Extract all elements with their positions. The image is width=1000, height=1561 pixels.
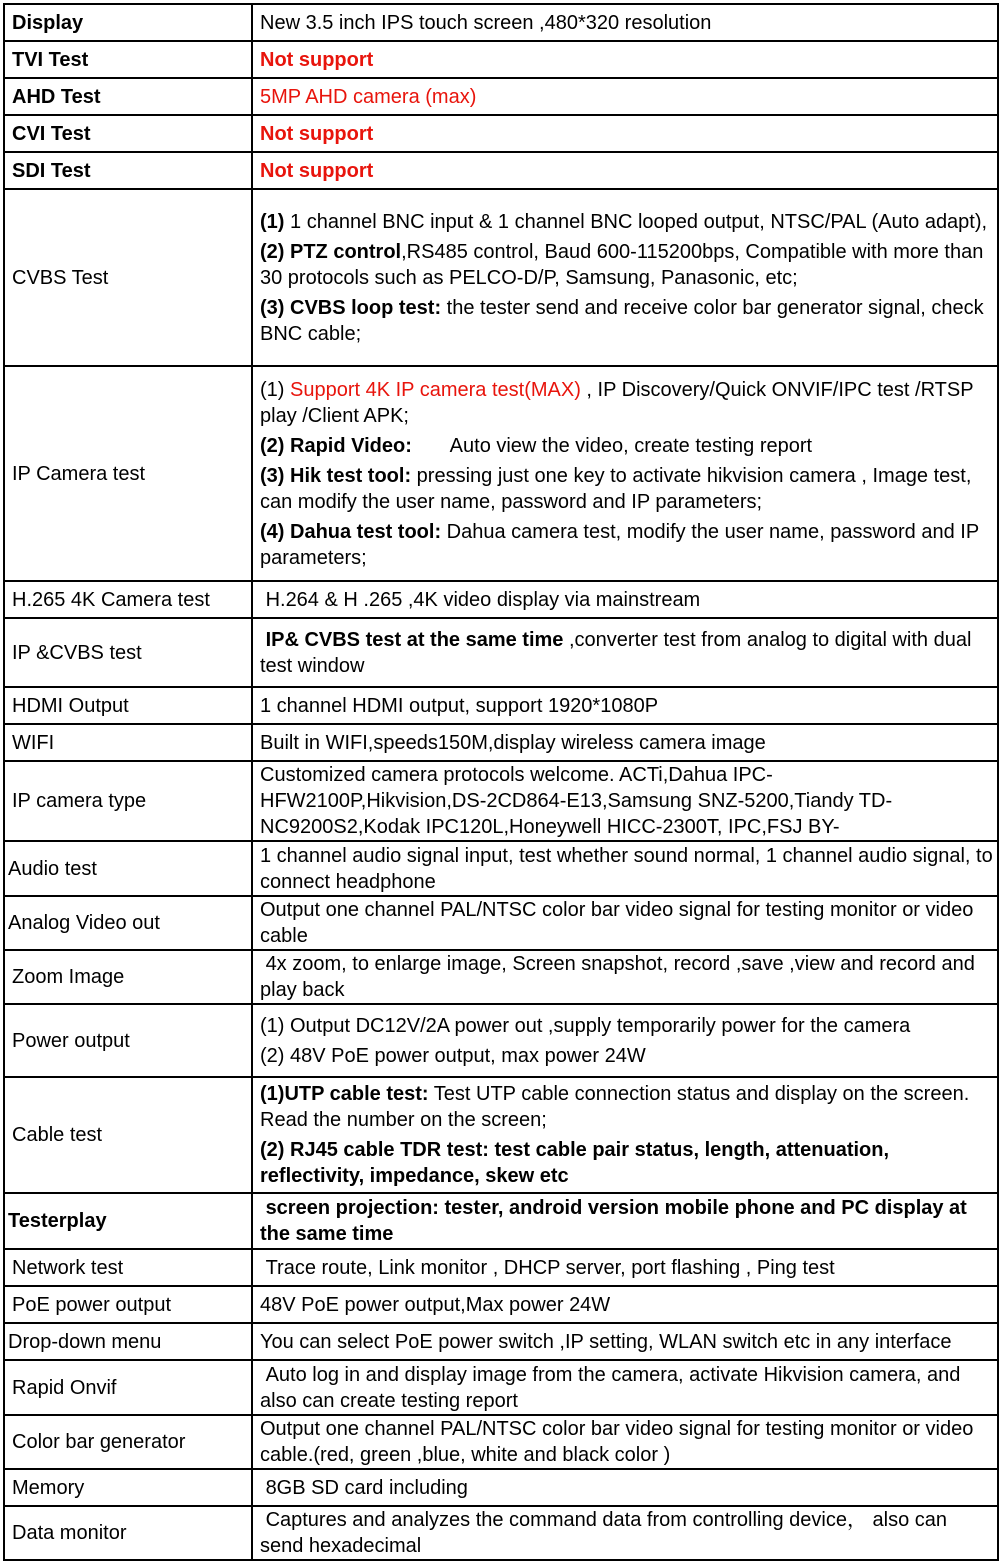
paragraph: (2) 48V PoE power output, max power 24W — [260, 1044, 646, 1067]
row-label: Analog Video out — [4, 896, 252, 950]
row-value: 48V PoE power output,Max power 24W — [252, 1286, 998, 1323]
table-row — [4, 687, 998, 724]
row-value — [252, 189, 998, 366]
row-label: Rapid Onvif — [4, 1360, 252, 1415]
paragraph: (2) RJ45 cable TDR test: test cable pair status, length, attenuation, reflectivity, impedance, skew etc — [260, 1139, 890, 1187]
row-value: 4x zoom, to enlarge image, Screen snapshot, record ,save ,view and record and play back — [252, 950, 998, 1004]
row-label: Testerplay — [4, 1193, 252, 1249]
row-value: Not support — [252, 152, 998, 189]
table-row — [4, 1360, 998, 1415]
item-text: ,converter test from analog to digital with dual test window — [260, 628, 994, 677]
paragraph: (1) Output DC12V/2A power out ,supply temporarily power for the camera — [260, 1014, 911, 1037]
row-value: Captures and analyzes the command data from controlling device， also can send hexadecimal — [252, 1506, 998, 1560]
table-row — [4, 761, 998, 841]
paragraph — [260, 463, 993, 515]
paragraph — [260, 377, 993, 429]
item-heading: (2) Rapid Video: — [260, 434, 412, 457]
row-value — [252, 1077, 998, 1193]
row-value — [252, 1004, 998, 1077]
row-label: Zoom Image — [4, 950, 252, 1004]
row-label: IP &CVBS test — [4, 618, 252, 687]
item-text: ,RS485 control, Baud 600-115200bps, Compatible with more than 30 protocols such as PELCO-D/P, Samsung, Panasonic, etc; — [260, 240, 984, 289]
table-row — [4, 41, 998, 78]
item-text: Test UTP cable connection status and display on the screen. Read the number on the screen; — [260, 1083, 970, 1131]
table-row — [4, 618, 998, 687]
item-heading: (3) Hik test tool: — [260, 464, 412, 487]
row-label: AHD Test — [4, 78, 252, 115]
row-label: Memory — [4, 1469, 252, 1506]
item-heading: (1)UTP cable test: — [260, 1083, 429, 1105]
paragraph — [260, 433, 993, 459]
row-label: TVI Test — [4, 41, 252, 78]
table-row — [4, 1193, 998, 1249]
item-text: Dahua camera test, modify the user name, password and IP parameters; — [260, 520, 979, 569]
table-row — [4, 1077, 998, 1193]
row-label: WIFI — [4, 724, 252, 761]
row-value — [252, 618, 998, 687]
row-label: Color bar generator — [4, 1415, 252, 1469]
paragraph — [260, 295, 993, 347]
row-value: Output one channel PAL/NTSC color bar video signal for testing monitor or video cable — [252, 896, 998, 950]
item-heading: (2) PTZ control — [260, 240, 402, 263]
table-row — [4, 1004, 998, 1077]
table-row — [4, 896, 998, 950]
table-row — [4, 152, 998, 189]
item-text: 1 channel BNC input & 1 channel BNC looped output, NTSC/PAL (Auto adapt), — [284, 210, 988, 233]
row-label: Data monitor — [4, 1506, 252, 1560]
paragraph — [260, 519, 993, 571]
item-text: pressing just one key to activate hikvision camera , Image test, can modify the user name, password and IP parameters; — [260, 464, 972, 513]
row-value: 1 channel HDMI output, support 1920*1080P — [252, 687, 998, 724]
table-row — [4, 724, 998, 761]
paragraph — [260, 209, 993, 235]
item-number: (1) — [260, 378, 290, 401]
row-value: Not support — [252, 41, 998, 78]
table-row — [4, 1286, 998, 1323]
row-value: H.264 & H .265 ,4K video display via mainstream — [252, 581, 998, 618]
table-row — [4, 581, 998, 618]
table-row — [4, 189, 998, 366]
row-label: H.265 4K Camera test — [4, 581, 252, 618]
row-value: Auto log in and display image from the camera, activate Hikvision camera, and also can create testing report — [252, 1360, 998, 1415]
row-label: IP Camera test — [4, 366, 252, 581]
row-label: HDMI Output — [4, 687, 252, 724]
row-label: Drop-down menu — [4, 1323, 252, 1360]
row-value: Trace route, Link monitor , DHCP server, port flashing , Ping test — [252, 1249, 998, 1286]
row-value: You can select PoE power switch ,IP setting, WLAN switch etc in any interface — [252, 1323, 998, 1360]
row-label: Power output — [4, 1004, 252, 1077]
table-row — [4, 115, 998, 152]
spec-table — [3, 3, 999, 1561]
paragraph — [260, 239, 993, 291]
row-value: Customized camera protocols welcome. ACTi,Dahua IPC-HFW2100P,Hikvision,DS-2CD864-E13,Samsung SNZ-5200,Tiandy TD-NC9200S2,Kodak IPC120L,Honeywell HICC-2300T, IPC,FSJ BY- — [252, 761, 998, 841]
table-row — [4, 1249, 998, 1286]
paragraph — [260, 1081, 993, 1133]
row-label: CVI Test — [4, 115, 252, 152]
row-value — [252, 366, 998, 581]
item-number: (1) — [260, 210, 285, 233]
table-row — [4, 78, 998, 115]
item-heading: IP& CVBS test at the same time — [260, 628, 564, 651]
table-row — [4, 950, 998, 1004]
table-row — [4, 1415, 998, 1469]
row-label: SDI Test — [4, 152, 252, 189]
item-text: Auto view the video, create testing report — [411, 434, 813, 457]
item-text: the tester send and receive color bar generator signal, check BNC cable; — [260, 296, 984, 345]
row-value: screen projection: tester, android version mobile phone and PC display at the same time — [252, 1193, 998, 1249]
item-heading: (4) Dahua test tool: — [260, 520, 442, 543]
row-label: Network test — [4, 1249, 252, 1286]
row-label: CVBS Test — [4, 189, 252, 366]
row-value: 5MP AHD camera (max) — [252, 78, 998, 115]
row-value: Built in WIFI,speeds150M,display wireless camera image — [252, 724, 998, 761]
row-value: 1 channel audio signal input, test whether sound normal, 1 channel audio signal, to connect headphone — [252, 841, 998, 896]
table-row — [4, 366, 998, 581]
table-row — [4, 1469, 998, 1506]
table-row — [4, 1323, 998, 1360]
table-row — [4, 4, 998, 41]
row-value: Output one channel PAL/NTSC color bar video signal for testing monitor or video cable.(red, green ,blue, white and black color ) — [252, 1415, 998, 1469]
row-label: Cable test — [4, 1077, 252, 1193]
row-value: 8GB SD card including — [252, 1469, 998, 1506]
row-value: Not support — [252, 115, 998, 152]
row-value: New 3.5 inch IPS touch screen ,480*320 resolution — [252, 4, 998, 41]
row-label: PoE power output — [4, 1286, 252, 1323]
row-label: Audio test — [4, 841, 252, 896]
table-row — [4, 1506, 998, 1560]
row-label: IP camera type — [4, 761, 252, 841]
row-label: Display — [4, 4, 252, 41]
item-heading: (3) CVBS loop test: — [260, 296, 442, 319]
highlight-text: Support 4K IP camera test(MAX) — [290, 378, 581, 401]
item-text: , IP Discovery/Quick ONVIF/IPC test /RTSP play /Client APK; — [260, 378, 974, 427]
table-row — [4, 841, 998, 896]
